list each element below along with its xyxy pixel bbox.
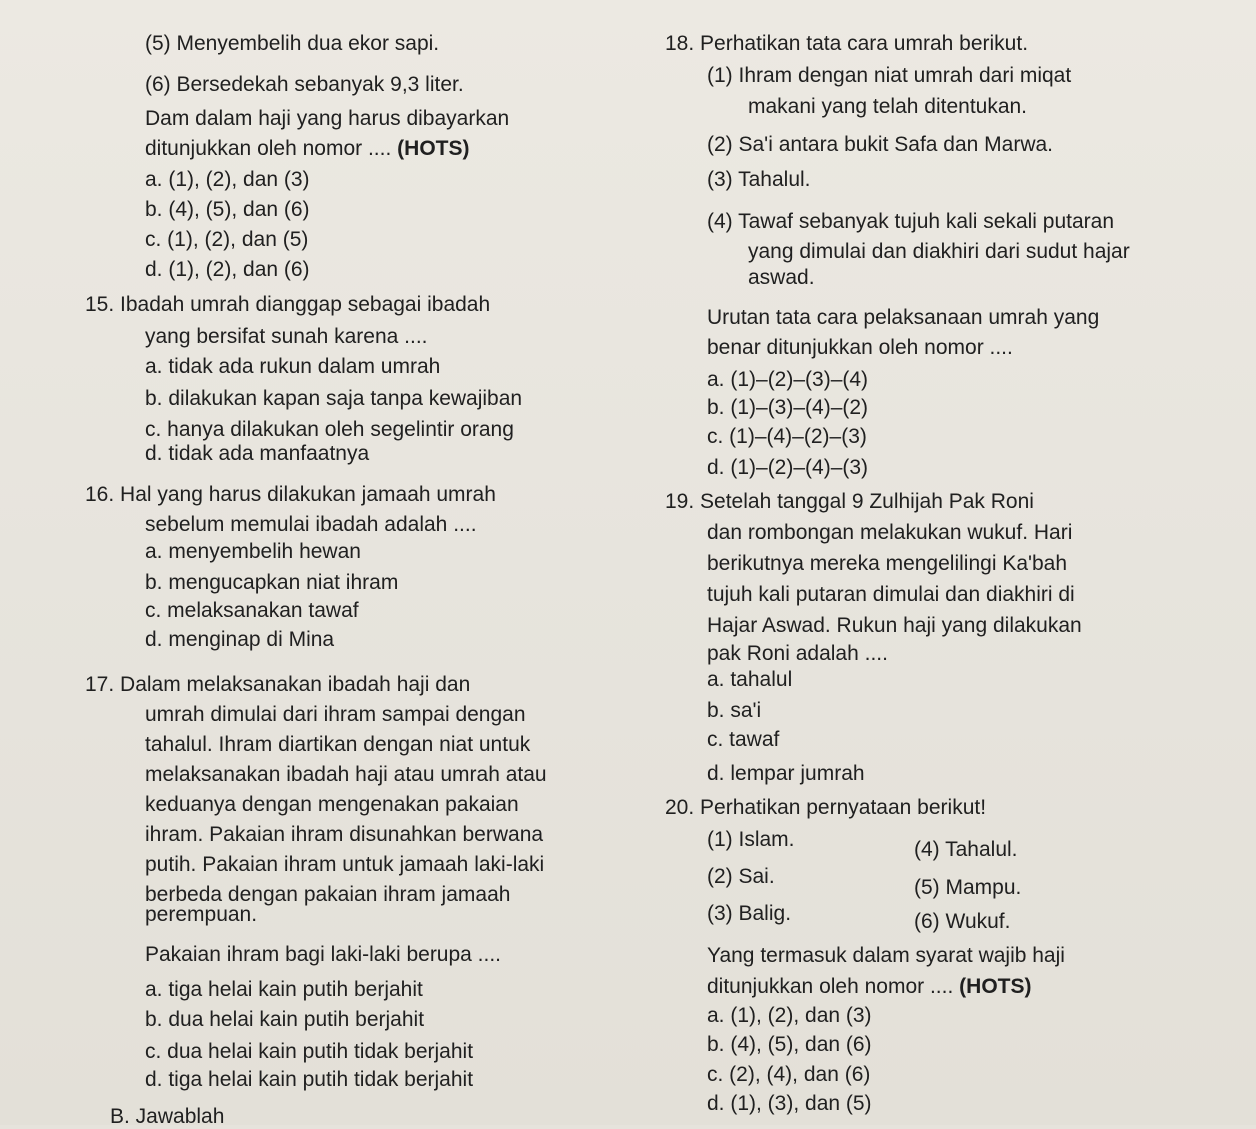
right-text-line: (4) Tawaf sebanyak tujuh kali sekali putaran <box>707 210 1115 233</box>
left-text-line: yang bersifat sunah karena .... <box>145 325 428 348</box>
right-text-line: tujuh kali putaran dimulai dan diakhiri di <box>707 583 1075 606</box>
right-text-line: Hajar Aswad. Rukun haji yang dilakukan <box>707 614 1082 637</box>
right-text-line: dan rombongan melakukan wukuf. Hari <box>707 521 1073 544</box>
right-text-line: Yang termasuk dalam syarat wajib haji <box>707 944 1065 967</box>
right-text-line: b. sa'i <box>707 699 762 722</box>
left-text-line: Dam dalam haji yang harus dibayarkan <box>145 107 510 130</box>
left-text-line: a. tidak ada rukun dalam umrah <box>145 355 441 378</box>
left-text-line: melaksanakan ibadah haji atau umrah atau <box>145 763 547 786</box>
left-text-line: keduanya dengan mengenakan pakaian <box>145 793 519 816</box>
right-text-line: b. (4), (5), dan (6) <box>707 1033 872 1056</box>
right-text-line: c. (1)–(4)–(2)–(3) <box>707 425 867 448</box>
right-text-line: (1) Ihram dengan niat umrah dari miqat <box>707 64 1072 87</box>
right-text-line: 18. Perhatikan tata cara umrah berikut. <box>665 32 1029 55</box>
right-text-line: d. (1), (3), dan (5) <box>707 1092 872 1115</box>
left-text-line: ihram. Pakaian ihram disunahkan berwana <box>145 823 544 846</box>
left-text-line: d. menginap di Mina <box>145 628 335 651</box>
left-text-line: b. dua helai kain putih berjahit <box>145 1008 425 1031</box>
left-text-line: umrah dimulai dari ihram sampai dengan <box>145 703 526 726</box>
right-text-line: c. tawaf <box>707 728 780 751</box>
left-text-line: b. (4), (5), dan (6) <box>145 198 310 221</box>
right-text-line: (2) Sa'i antara bukit Safa dan Marwa. <box>707 133 1054 156</box>
right-text-line: (3) Tahalul. <box>707 168 811 191</box>
left-text-line: a. tiga helai kain putih berjahit <box>145 978 423 1001</box>
left-text-line: a. (1), (2), dan (3) <box>145 168 310 191</box>
right-text-line: a. (1)–(2)–(3)–(4) <box>707 368 869 391</box>
left-text-line: b. mengucapkan niat ihram <box>145 571 399 594</box>
right-text-line: (1) Islam. <box>707 828 795 851</box>
left-text-line: (5) Menyembelih dua ekor sapi. <box>145 32 440 55</box>
left-text-line: sebelum memulai ibadah adalah .... <box>145 513 477 536</box>
left-text-line: (6) Bersedekah sebanyak 9,3 liter. <box>145 73 464 96</box>
right-text-line: berikutnya mereka mengelilingi Ka'bah <box>707 552 1068 575</box>
right-text-line: yang dimulai dan diakhiri dari sudut hajar <box>748 240 1130 263</box>
right-text-line: (2) Sai. <box>707 865 775 888</box>
left-text-line: 17. Dalam melaksanakan ibadah haji dan <box>85 673 471 696</box>
right-text-line: (3) Balig. <box>707 902 792 925</box>
left-text-line: ditunjukkan oleh nomor .... (HOTS) <box>145 137 470 160</box>
right-text-line: (5) Mampu. <box>914 876 1022 899</box>
left-text-line: putih. Pakaian ihram untuk jamaah laki-laki <box>145 853 545 876</box>
right-text-line: pak Roni adalah .... <box>707 642 888 665</box>
right-text-line: benar ditunjukkan oleh nomor .... <box>707 336 1013 359</box>
left-text-line: d. tidak ada manfaatnya <box>145 442 370 465</box>
right-text-line: 19. Setelah tanggal 9 Zulhijah Pak Roni <box>665 490 1034 513</box>
left-text-line: perempuan. <box>145 903 258 926</box>
right-text-line: aswad. <box>748 266 815 289</box>
left-text-line: c. hanya dilakukan oleh segelintir orang <box>145 418 514 441</box>
right-text-line: d. lempar jumrah <box>707 762 865 785</box>
left-text-line: d. tiga helai kain putih tidak berjahit <box>145 1068 474 1091</box>
left-text-line: Pakaian ihram bagi laki-laki berupa .... <box>145 943 502 966</box>
left-text-line: 16. Hal yang harus dilakukan jamaah umrah <box>85 483 496 506</box>
right-text-line: (4) Tahalul. <box>914 838 1018 861</box>
left-text-line: tahalul. Ihram diartikan dengan niat untuk <box>145 733 531 756</box>
left-text-line: c. (1), (2), dan (5) <box>145 228 309 251</box>
left-text-line: c. dua helai kain putih tidak berjahit <box>145 1040 474 1063</box>
right-text-line: d. (1)–(2)–(4)–(3) <box>707 456 869 479</box>
left-text-line: d. (1), (2), dan (6) <box>145 258 310 281</box>
right-text-line: Urutan tata cara pelaksanaan umrah yang <box>707 306 1100 329</box>
right-text-line: ditunjukkan oleh nomor .... (HOTS) <box>707 975 1032 998</box>
right-text-line: makani yang telah ditentukan. <box>748 95 1028 118</box>
right-text-line: 20. Perhatikan pernyataan berikut! <box>665 796 987 819</box>
right-text-line: a. (1), (2), dan (3) <box>707 1004 872 1027</box>
left-text-line: 15. Ibadah umrah dianggap sebagai ibadah <box>85 293 491 316</box>
left-text-line: b. dilakukan kapan saja tanpa kewajiban <box>145 387 523 410</box>
right-text-line: b. (1)–(3)–(4)–(2) <box>707 396 869 419</box>
left-text-line: B. Jawablah <box>110 1105 225 1128</box>
left-text-line: a. menyembelih hewan <box>145 540 361 563</box>
left-text-line: berbeda dengan pakaian ihram jamaah <box>145 883 511 906</box>
right-text-line: (6) Wukuf. <box>914 910 1011 933</box>
right-text-line: a. tahalul <box>707 668 793 691</box>
left-text-line: c. melaksanakan tawaf <box>145 599 359 622</box>
right-text-line: c. (2), (4), dan (6) <box>707 1063 871 1086</box>
